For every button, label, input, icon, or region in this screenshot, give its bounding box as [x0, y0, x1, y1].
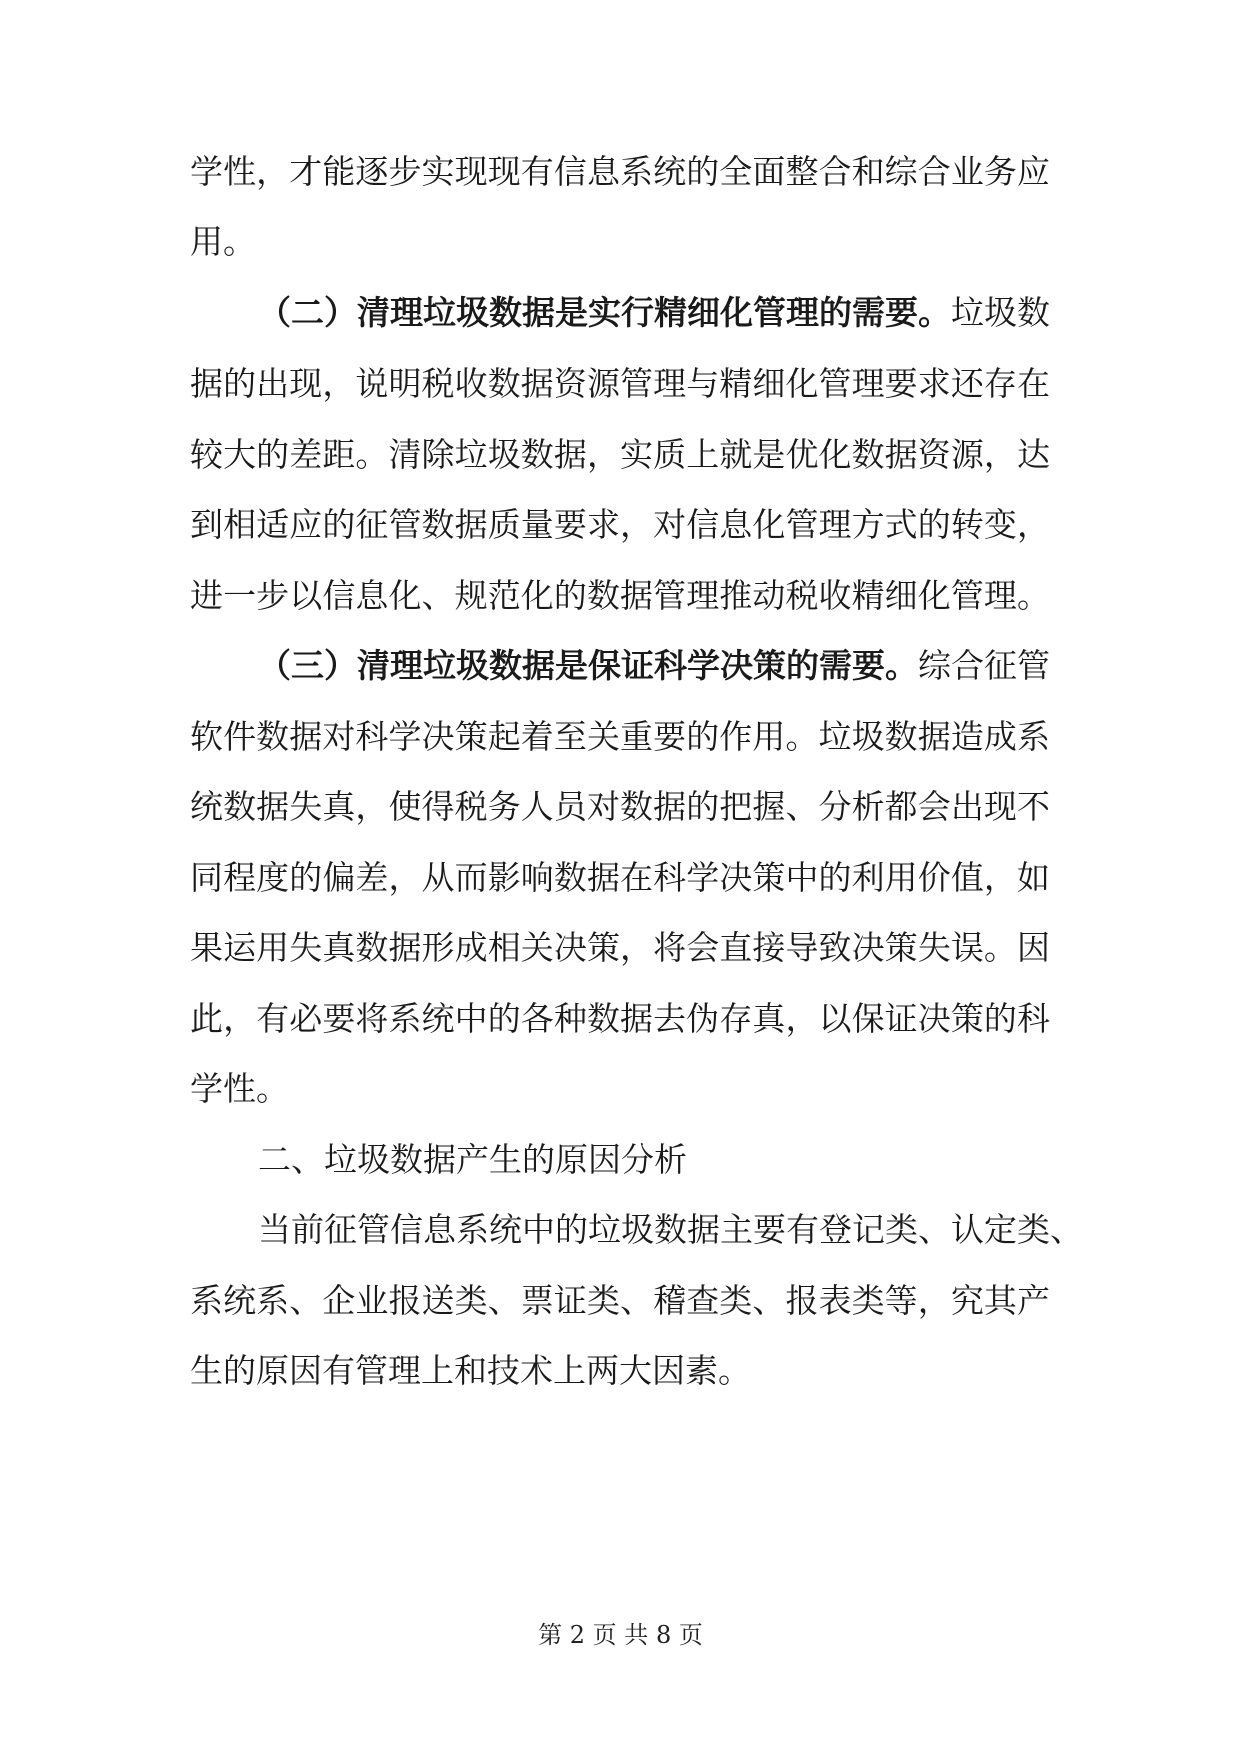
paragraph-line: 软件数据对科学决策起着至关重要的作用。垃圾数据造成系: [190, 717, 1050, 756]
section-heading: 二、垃圾数据产生的原因分析: [258, 1140, 687, 1179]
paragraph-line: 用。: [190, 222, 256, 261]
paragraph-line: 学性，才能逐步实现现有信息系统的全面整合和综合业务应: [190, 152, 1050, 191]
paragraph-line: 果运用失真数据形成相关决策，将会直接导致决策失误。因: [190, 928, 1050, 967]
paragraph-text: 垃圾数: [951, 293, 1050, 332]
paragraph-line: 生的原因有管理上和技术上两大因素。: [190, 1351, 751, 1390]
paragraph-line: 同程度的偏差，从而影响数据在科学决策中的利用价值，如: [190, 858, 1050, 897]
paragraph-line: 系统系、企业报送类、票证类、稽查类、报表类等，究其产: [190, 1281, 1050, 1320]
page-number: 第 2 页 共 8 页: [538, 1621, 703, 1649]
paragraph-line: 此，有必要将系统中的各种数据去伪存真，以保证决策的科: [190, 999, 1050, 1038]
subsection-heading: （二）清理垃圾数据是实行精细化管理的需要。: [258, 293, 951, 332]
paragraph-line: 到相适应的征管数据质量要求，对信息化管理方式的转变，: [190, 505, 1050, 544]
subsection-heading: （三）清理垃圾数据是保证科学决策的需要。: [258, 646, 918, 685]
paragraph-line: 进一步以信息化、规范化的数据管理推动税收精细化管理。: [190, 576, 1050, 615]
paragraph-line: 统数据失真，使得税务人员对数据的把握、分析都会出现不: [190, 787, 1050, 826]
subsection-heading-line: [258, 646, 1050, 686]
paragraph-line: 学性。: [190, 1069, 289, 1108]
paragraph-line: 较大的差距。清除垃圾数据，实质上就是优化数据资源，达: [190, 435, 1050, 474]
subsection-heading-line: [258, 293, 1050, 333]
paragraph-line: 据的出现，说明税收数据资源管理与精细化管理要求还存在: [190, 364, 1050, 403]
paragraph-first-line: 当前征管信息系统中的垃圾数据主要有登记类、认定类、: [258, 1210, 1083, 1249]
paragraph-text: 综合征管: [918, 646, 1050, 685]
